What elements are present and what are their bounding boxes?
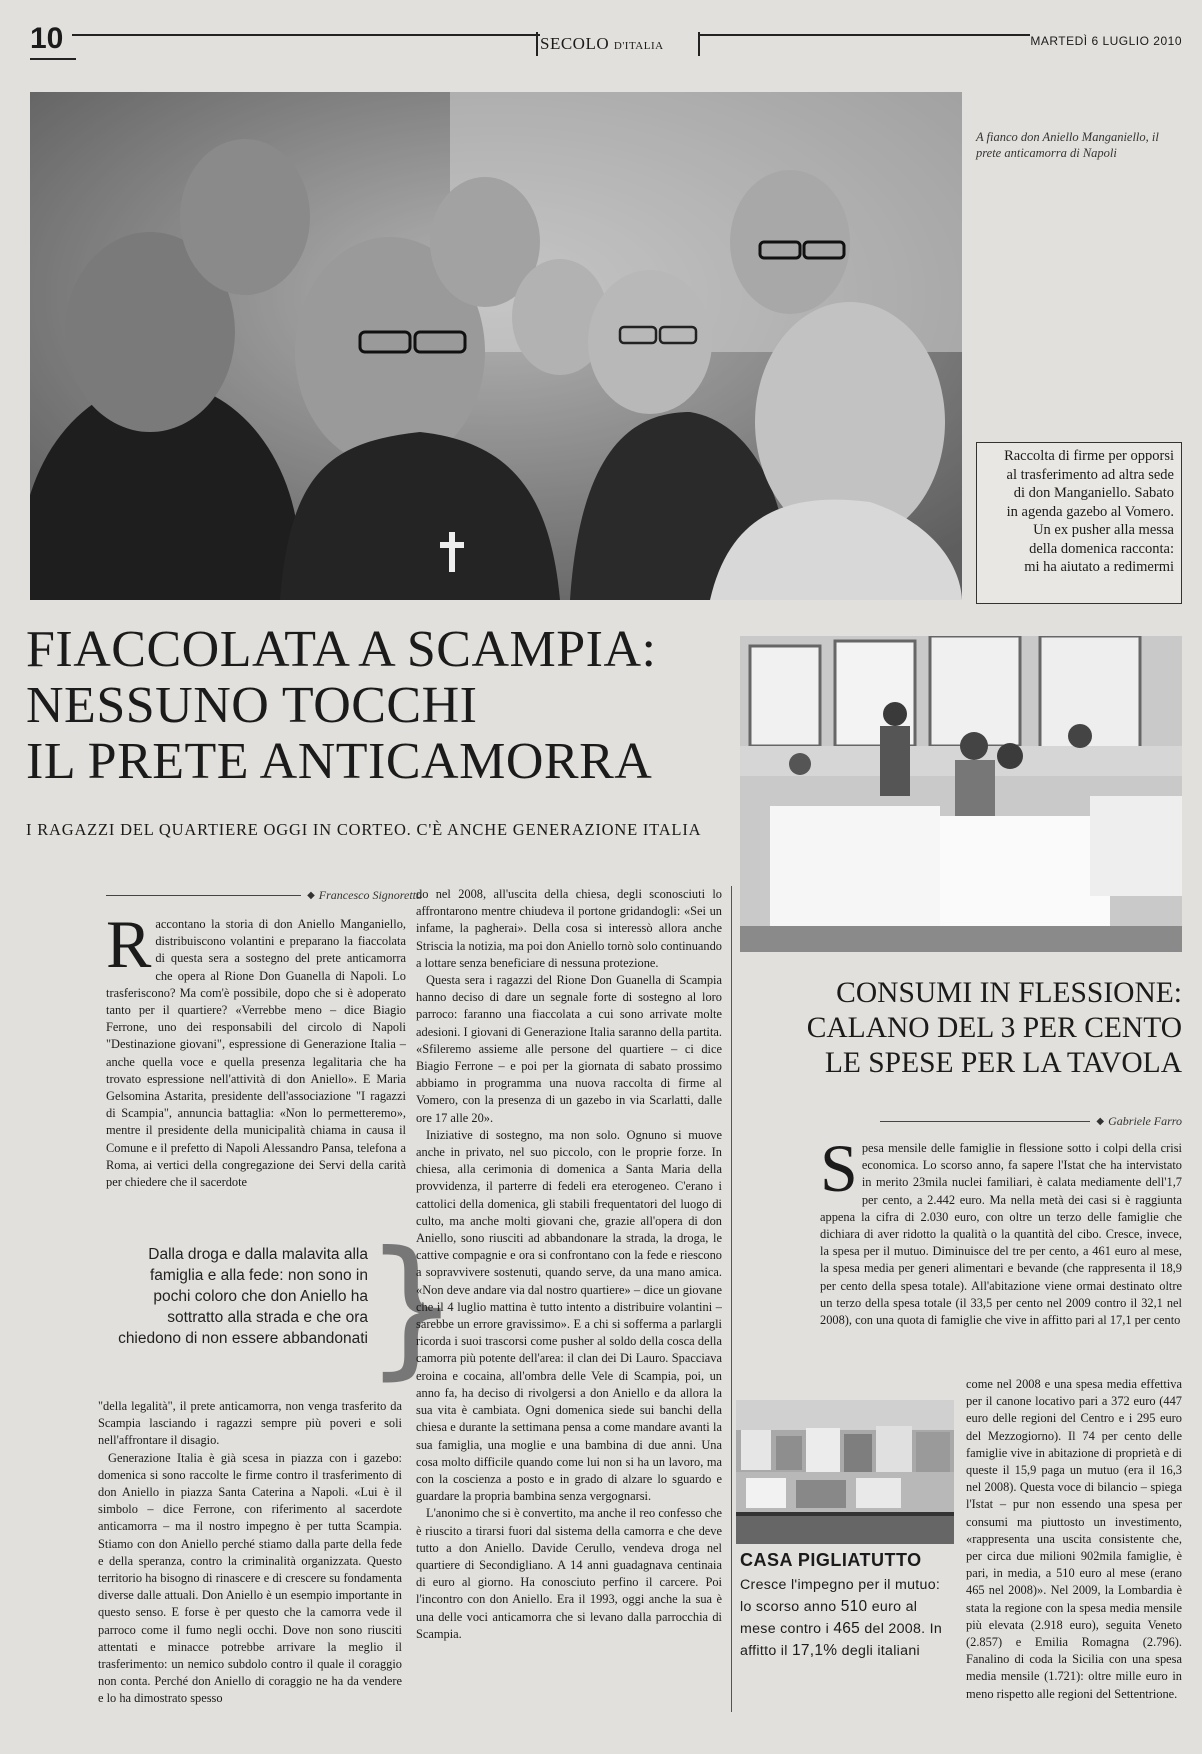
headline-line: CONSUMI IN FLESSIONE: [836,977,1182,1009]
paragraph: accontano la storia di don Aniello Manganiello, distribuiscono volantini e preparano la fiaccolata di questa sera a sostegno del prete anticamorra che opera al Rione Don Guanella di Napoli. Lo trasferiscono? Ma com'è possibile, dopo che si è adoperato tanto per il quartiere? «Verrebbe meno – dice Biagio Ferrone, uno dei responsabili del circolo di Napoli "Destinazione giovani", espressione di Generazione Italia – anche quella voce e quella presenza legalitaria che ha trovato espressione nell'attività di don Aniello». E Maria Gelsomina Astarita, presidente dell'associazione "I ragazzi di Scampia", annuncia battaglia: «Non lo permetteremo», mentre il presidente della municipalità chiama in causa il Comune e il prefetto di Napoli Alessandro Pansa, telefona a Roma, ai vertici della congregazione dei Servi della carità per chiedere che il sacerdote [106,917,406,1190]
casa-text-fragment: Cresce l'impegno per il mutuo: lo scorso anno [740,1577,941,1615]
article-headline [26,622,746,790]
casa-highlight-value: 510 [840,1598,868,1615]
sidebar-line: di don Manganiello. Sabato [1013,485,1174,501]
sidebar-line: mi ha aiutato a redimermi [1024,559,1174,575]
article-subhead: I RAGAZZI DEL QUARTIERE OGGI IN CORTEO. C'È ANCHE GENERAZIONE ITALIA [26,820,702,839]
byline-author: Francesco Signoretta [318,888,422,902]
casa-box-title: CASA PIGLIATUTTO [740,1550,922,1570]
issue-date: MARTEDÌ 6 LUGLIO 2010 [1030,34,1182,48]
sidebar-line: al trasferimento ad altra sede [1006,466,1174,483]
column-divider [731,886,732,1712]
dining-room-photo [740,636,1182,952]
paragraph: L'anonimo che si è convertito, ma anche il reo confesso che è riuscito a tirarsi fuori dal sistema della camorra e che deve tutto a don Aniello. Davide Cerullo, vendeva droga nel quartiere di Secondigliano. A 14 anni guadagnava centinaia di euro al giorno. Ha conosciuto perfino il carcere. Poi l'incontro con don Aniello. Era il 1993, oggi anche la sua è una delle voci anticamorra che si levano dalla parrocchia di Scampia. [416,1506,722,1641]
article-byline [106,888,422,903]
byline-author: Gabriele Farro [1108,1114,1182,1128]
sidebar-line: Un ex pusher alla messa [1033,522,1174,538]
paper-name [540,34,664,54]
headline-line: CALANO DEL 3 PER CENTO [806,1012,1182,1044]
paragraph: "della legalità", il prete anticamorra, non venga trasferito da Scampia lasciando i ragazzi sempre più poveri e soli nell'affrontare il disagio. [98,1399,402,1448]
headline-line: LE SPESE PER LA TAVOLA [824,1047,1182,1079]
sidebar-line: Raccolta di firme per opporsi [1004,448,1174,464]
byline-rule [880,1121,1090,1122]
city-view-photo [736,1400,954,1544]
casa-box-text [740,1575,952,1662]
byline-diamond-icon: ◆ [307,890,315,901]
casa-text-fragment: degli italiani [837,1643,920,1659]
headline-line: FIACCOLATA A SCAMPIA: [26,621,657,678]
main-photo [30,92,962,600]
paper-name-main: SECOLO [540,34,610,53]
page-number-underline [30,58,76,60]
masthead-rule-left [72,34,540,36]
paragraph: Generazione Italia è già scesa in piazza con i gazebo: domenica si sono raccolte le firme contro il trasferimento di don Aniello in piazza Santa Caterina a Napoli. «Lui è il simbolo – dice Ferrone, con riferimento al sacerdote anticamorra – ma il nostro impegno è per tutta Scampia. Stiamo con don Aniello perché stiamo dalla parte della fede e della speranza, contro la criminalità organizzata. Questo territorio ha bisogno di rinascere e di crescere su fondamenta diverse dalle attuali. Don Aniello è un esempio importante in questo senso. E forse è per questo che la camorra vede il parroco come il fumo negli occhi. Dove non sono riusciti attentati e minacce potrebbe arrivare la meglio il trasferimento: un nemico subdolo contro il quale il coraggio non conta. Perché don Aniello di coraggio ne ha da vendere e lo ha dimostrato spesso [98,1450,402,1706]
page-number: 10 [30,22,64,55]
masthead-divider [536,32,538,56]
sidebar-line: della domenica racconta: [1029,540,1174,557]
consumi-column-top [820,1140,1182,1376]
article-column-1-top [106,916,406,1216]
photo-caption: A fianco don Aniello Manganiello, il prete anticamorra di Napoli [976,130,1159,160]
headline-line: IL PRETE ANTICAMORRA [26,733,653,790]
masthead-rule-right [700,34,1030,36]
paragraph: Questa sera i ragazzi del Rione Don Guanella di Scampia hanno deciso di dare un segnale forte di sostegno al loro parroco: faranno una fiaccolata a cui sono arrivate molte adesioni. I giovani di Generazione Italia saranno della partita. «Sfileremo assieme alle persone del quartiere – ci dice Biagio Ferrone – e poi per la giornata di sabato prossimo abbiamo in programma una nuova raccolta di firme al Vomero, con la presenza di un gazebo in via Scarlatti, dalle ore 17 alle 20». [416,973,722,1125]
headline-line: NESSUNO TOCCHI [26,677,478,734]
drop-cap: R [106,916,152,982]
paragraph: pesa mensile delle famiglie in flessione sotto i colpi della crisi economica. Lo scorso anno, fa sapere l'Istat che ha intervistato in merito 23mila nuclei familiari, è calata mediamente dell'1,7 per cento, a 2.442 euro. Ma nella metà dei casi si è raggiunta appena la cifra di 2.030 euro, con oltre un terzo delle famiglie che dichiara di aver ridotto la qualità o la quantità del cibo. Cresce, invece, la spesa per il mutuo. Diminuisce del tre per cento, a 461 euro al mese, la spesa media per generi alimentari e bevande (che rappresenta il 18,9 per cento della spesa totale). All'abitazione viene ormai destinato oltre un terzo della spesa totale (il 33,5 per cento nel 2009 contro il 32,1 nel 2008), con una quota di famiglie che vive in affitto pari al 17,1 per cento [820,1141,1182,1328]
sidebar-summary-box [976,442,1182,604]
pull-quote: Dalla droga e dalla malavita alla famiglia e alla fede: non sono in pochi coloro che don Aniello ha sottratto alla strada e che ora chiedono di non essere abbandonati [118,1246,368,1347]
paragraph: come nel 2008 e una spesa media effettiva per il canone locativo pari a 372 euro (447 euro delle regioni del Centro e i 295 euro del Mezzogiorno). Il 74 per cento delle famiglie vive in abitazione di proprietà e di queste il 15,9 paga un mutuo (era il 16,3 nel 2008). Questa voce di bilancio – spiega l'Istat – pur non essendo una spesa per consumi ma piuttosto un investimento, «rappresenta una uscita consistente che, per circa due milioni 902mila famiglie, è pari, in media, a 510 euro al mese (erano 465 nel 2008)». Nel 2009, la Lombardia è stata la regione con la spesa media mensile più elevata (2.918 euro), seguita Veneto (2.857) e Emilia Romagna (2.796). Fanalino di coda la Sicilia con una spesa media mensile (1.721): oltre mille euro in meno rispetto alle regioni del Settentrione. [966,1377,1182,1701]
casa-text-fragment: euro al mese contro i [740,1599,918,1637]
article-column-2 [416,886,722,1716]
paper-name-suffix: D'ITALIA [613,40,664,52]
sidebar-line: in agenda gazebo al Vomero. [1006,503,1174,520]
article-column-1-bottom [98,1398,402,1716]
quote-brace-icon: } [364,1220,460,1394]
byline-diamond-icon: ◆ [1096,1116,1105,1127]
byline-rule [106,895,301,896]
consumi-headline [740,976,1182,1081]
casa-highlight-value: 17,1% [791,1642,838,1659]
drop-cap: S [820,1140,858,1206]
consumi-byline [880,1114,1182,1129]
casa-highlight-value: 465 [833,1620,861,1637]
casa-text-fragment: del 2008. In affitto il [740,1621,943,1659]
paragraph: do nel 2008, all'uscita della chiesa, degli sconosciuti lo affrontarono mentre chiudeva il portone gridandogli: «Sei un infame, la pagherai». Della cosa si interessò allora anche Striscia la notizia, ma poi don Aniello tornò solo continuando a lottare senza beneficiare di nessuna protezione. [416,887,722,970]
casa-pigliatutto-box [736,1400,954,1700]
consumi-column-bottom [966,1376,1182,1716]
paragraph: Iniziative di sostegno, ma non solo. Ognuno si muove anche in privato, nel suo piccolo, con le proprie forze. In chiesa, alla cerimonia di domenica a Santa Maria della provvidenza, il parterre di fedeli era eterogeneo. C'erano i cattolici della domenica, gli stabili frequentatori del luogo di culto, ma anche molti giovani che, grazie all'opera di don Aniello, sono riusciti ad abbandonare la strada, la droga, le cattive compagnie e ora si confrontano con la fede e riescono a sopravvivere sostenuti, quando serve, da una mano amica. «Non deve andare via dal nostro quartiere» – dice un giovane che il 4 luglio mattina è tutto intento a distribuire volantini – sarebbe un errore gravissimo». E a chi si sofferma a parlargli ricorda i suoi trascorsi come pusher al soldo della cosca della camorra più potente dell'area: il clan dei Di Lauro. Spacciava eroina e cocaina, all'ombra delle Vele di Scampia, poi, un anno fa, ha deciso di rivolgersi a don Aniello e da allora la sua vita è cambiata. Ogni domenica siede sui banchi della chiesa e durante la settimana pensa a come mandare avanti la sua famiglia, una moglie e una bambina di due anni. Una cosa molto difficile quando come lui non si ha un lavoro, ma con la coscienza a posto e in grado di alzare lo sguardo e guardare la propria bambina senza vergognarsi. [416,1127,722,1504]
